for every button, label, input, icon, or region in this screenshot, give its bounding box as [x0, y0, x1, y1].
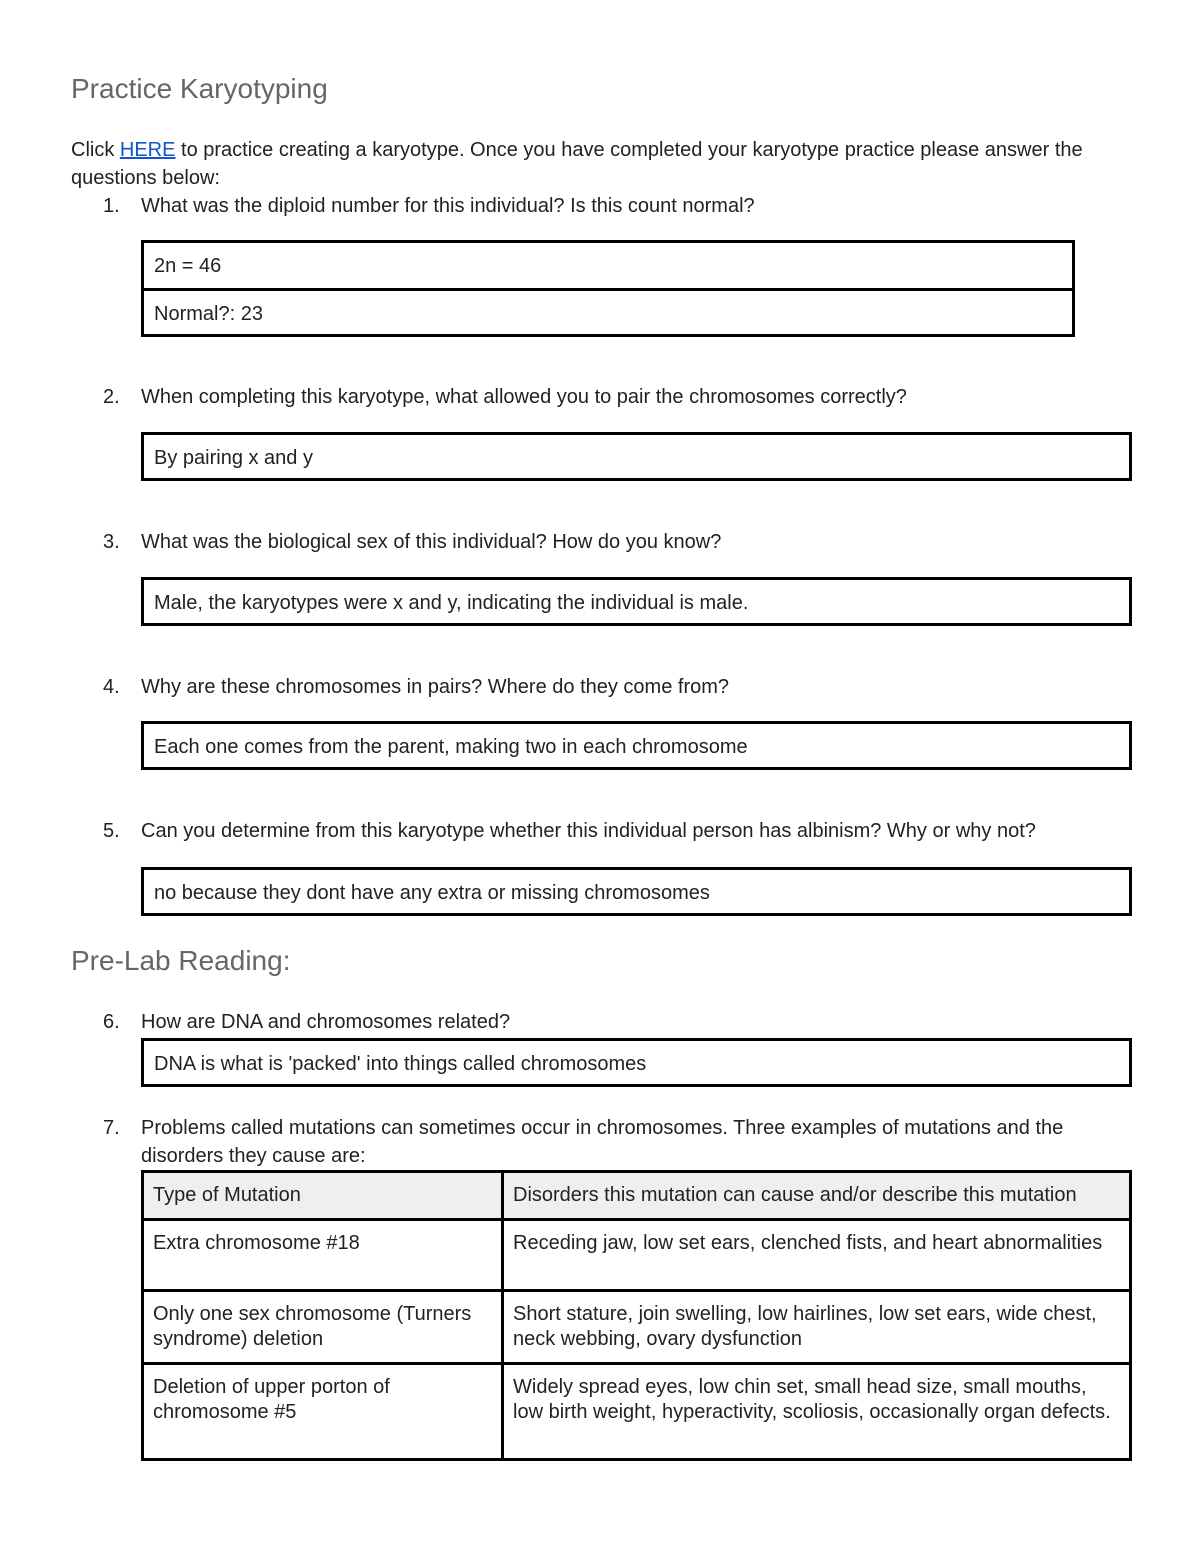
- mutation-disorder-cell[interactable]: Widely spread eyes, low chin set, small head size, small mouths, low birth weight, hyperactivity, scoliosis, occasionally organ defects.: [503, 1364, 1131, 1460]
- mutation-type-cell[interactable]: Only one sex chromosome (Turners syndrome) deletion: [143, 1291, 503, 1364]
- answer-box-5: [141, 867, 1132, 916]
- question-number: 7.: [103, 1117, 120, 1139]
- table-row: [143, 1364, 1131, 1460]
- question-text: When completing this karyotype, what allowed you to pair the chromosomes correctly?: [141, 386, 907, 408]
- question-number: 6.: [103, 1011, 120, 1033]
- question-text: Can you determine from this karyotype whether this individual person has albinism? Why or why not?: [141, 820, 1036, 842]
- question-text: Problems called mutations can sometimes occur in chromosomes. Three examples of mutations and the disorders they cause are:: [141, 1117, 1064, 1167]
- answer-box-2: [141, 432, 1132, 481]
- question-2: [71, 383, 1141, 411]
- question-number: 2.: [103, 386, 120, 408]
- table-row: [143, 1220, 1131, 1291]
- intro-text-before: Click: [71, 139, 120, 161]
- column-header-type: Type of Mutation: [143, 1172, 503, 1220]
- mutation-type-cell[interactable]: Extra chromosome #18: [143, 1220, 503, 1291]
- question-text: How are DNA and chromosomes related?: [141, 1011, 511, 1033]
- answer-cell[interactable]: Normal?: 23: [144, 288, 1072, 334]
- column-header-disorders: Disorders this mutation can cause and/or describe this mutation: [503, 1172, 1131, 1220]
- answer-cell[interactable]: By pairing x and y: [154, 447, 313, 469]
- answer-cell[interactable]: Male, the karyotypes were x and y, indicating the individual is male.: [154, 592, 749, 614]
- question-3: [71, 528, 1141, 556]
- question-text: What was the diploid number for this individual? Is this count normal?: [141, 195, 755, 217]
- answer-cell[interactable]: no because they dont have any extra or missing chromosomes: [154, 882, 710, 904]
- mutation-disorder-cell[interactable]: Short stature, join swelling, low hairlines, low set ears, wide chest, neck webbing, ovary dysfunction: [503, 1291, 1131, 1364]
- answer-cell[interactable]: DNA is what is 'packed' into things called chromosomes: [154, 1053, 647, 1075]
- intro-paragraph: [71, 136, 1141, 192]
- question-number: 4.: [103, 676, 120, 698]
- question-number: 3.: [103, 531, 120, 553]
- section-title-practice-karyotyping: Practice Karyotyping: [71, 73, 328, 104]
- section-title-pre-lab-reading: Pre-Lab Reading:: [71, 945, 291, 976]
- question-text: What was the biological sex of this individual? How do you know?: [141, 531, 722, 553]
- answer-box-4: [141, 721, 1132, 770]
- question-7: [71, 1114, 1141, 1170]
- question-4: [71, 673, 1141, 701]
- answer-box-1: [141, 240, 1075, 337]
- question-number: 1.: [103, 195, 120, 217]
- question-5: [71, 817, 1141, 845]
- question-number: 5.: [103, 820, 120, 842]
- mutation-table: [141, 1170, 1132, 1461]
- question-text: Why are these chromosomes in pairs? Where do they come from?: [141, 676, 730, 698]
- here-link[interactable]: HERE: [119, 139, 176, 161]
- table-row: [143, 1291, 1131, 1364]
- table-header-row: [143, 1172, 1131, 1220]
- intro-text-after: to practice creating a karyotype. Once you have completed your karyotype practice please answer the questions below:: [71, 139, 1083, 189]
- answer-box-6: [141, 1038, 1132, 1087]
- question-6: [71, 1008, 1141, 1036]
- answer-box-3: [141, 577, 1132, 626]
- question-1: [71, 192, 1141, 220]
- mutation-disorder-cell[interactable]: Receding jaw, low set ears, clenched fists, and heart abnormalities: [503, 1220, 1131, 1291]
- answer-cell[interactable]: 2n = 46: [154, 255, 222, 277]
- mutation-type-cell[interactable]: Deletion of upper porton of chromosome #5: [143, 1364, 503, 1460]
- answer-cell[interactable]: Each one comes from the parent, making two in each chromosome: [154, 736, 748, 758]
